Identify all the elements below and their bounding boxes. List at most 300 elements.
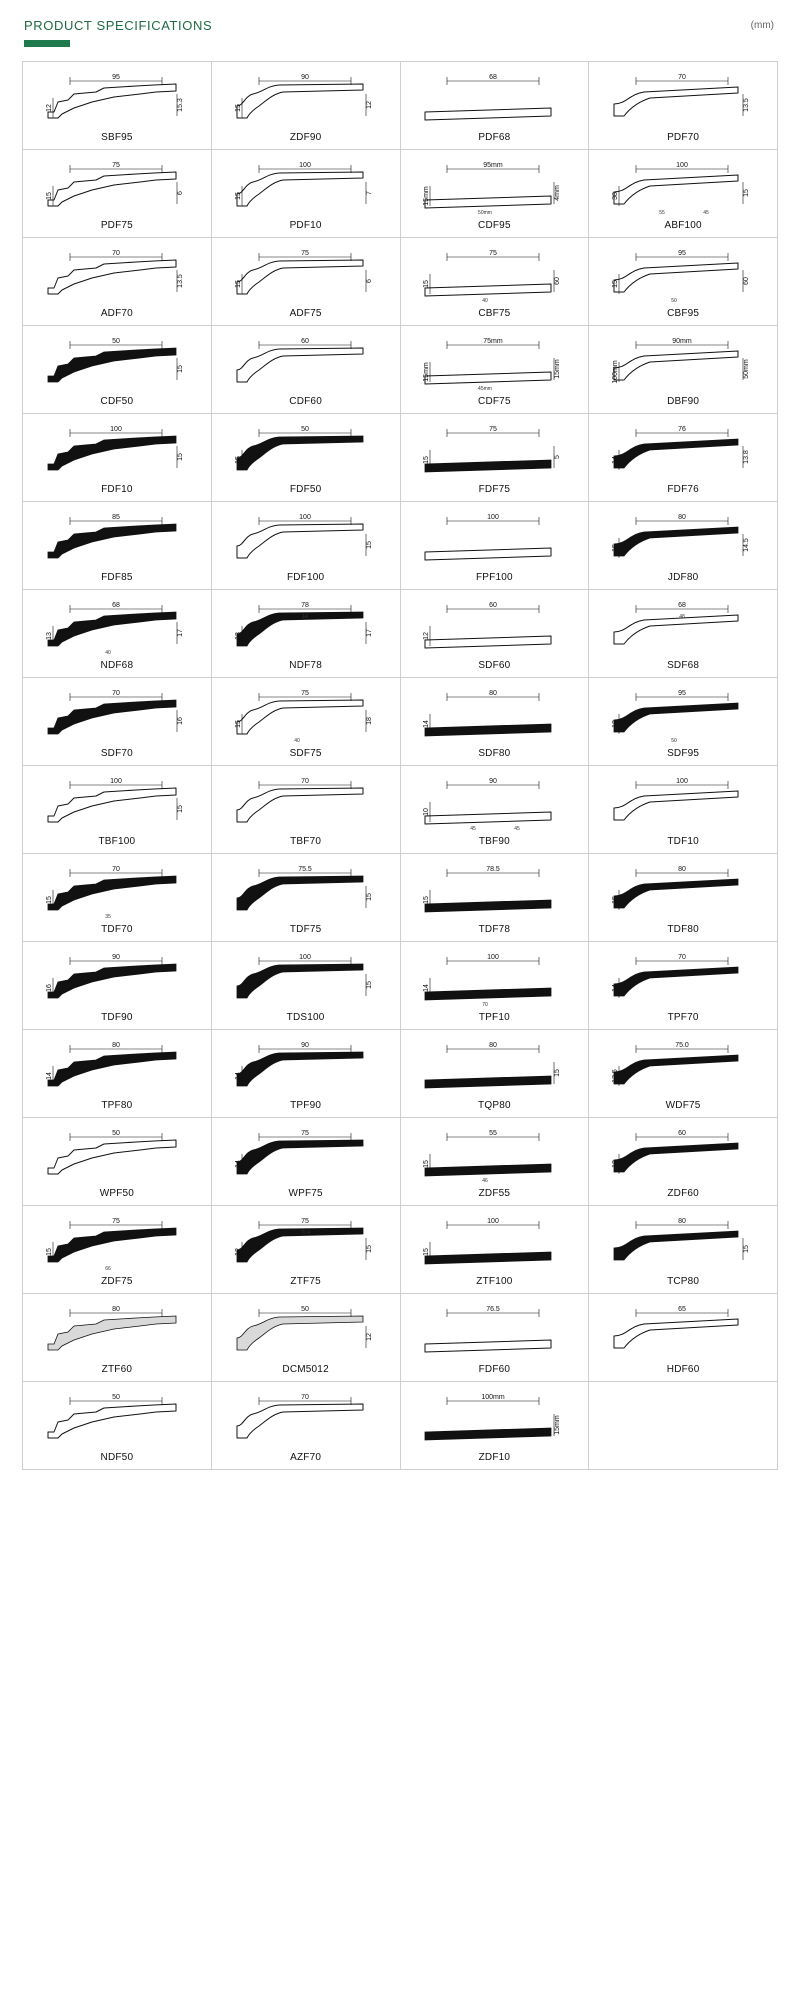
profile-drawing-ndf78	[233, 600, 379, 658]
profile-figure	[212, 68, 400, 133]
profile-figure	[589, 156, 777, 221]
profile-figure	[401, 156, 589, 221]
svg-text:14: 14	[612, 455, 620, 464]
profile-figure	[212, 156, 400, 221]
product-cell-tds100[interactable]	[212, 942, 401, 1030]
profile-figure	[589, 1300, 777, 1365]
profile-figure	[401, 1388, 589, 1453]
profile-figure	[23, 1212, 211, 1277]
svg-text:17: 17	[176, 628, 184, 637]
svg-text:100mm: 100mm	[481, 1393, 506, 1401]
svg-text:85: 85	[111, 513, 120, 521]
svg-text:70: 70	[111, 249, 120, 257]
product-code: PDF70	[667, 132, 700, 143]
product-code: TQP80	[478, 1100, 511, 1111]
profile-figure	[401, 508, 589, 573]
profile-figure	[401, 1036, 589, 1101]
svg-text:95: 95	[678, 249, 687, 257]
product-code: CDF50	[100, 396, 134, 407]
svg-text:15: 15	[612, 895, 620, 904]
product-code: NDF50	[100, 1452, 134, 1463]
svg-text:90: 90	[489, 777, 498, 785]
profile-drawing-ndf50	[44, 1392, 190, 1450]
svg-text:55: 55	[489, 1129, 498, 1137]
product-code: CDF95	[478, 220, 511, 231]
product-cell-tdf90[interactable]	[23, 942, 212, 1030]
product-code: TPF70	[667, 1012, 699, 1023]
svg-text:15: 15	[365, 980, 373, 989]
profile-drawing-azf70	[233, 1392, 379, 1450]
profile-drawing-zdf75	[44, 1216, 190, 1274]
profile-figure	[23, 420, 211, 485]
product-cell-tqp80[interactable]	[401, 1030, 590, 1118]
product-code: FDF100	[286, 572, 325, 583]
product-cell-tpf90[interactable]	[212, 1030, 401, 1118]
product-cell-azf70[interactable]	[212, 1382, 401, 1470]
product-cell-cdf75[interactable]	[401, 326, 590, 414]
product-cell-zdf90[interactable]	[212, 62, 401, 150]
product-cell-adf75[interactable]	[212, 238, 401, 326]
product-cell-fdf10[interactable]	[23, 414, 212, 502]
svg-text:75.0: 75.0	[675, 1041, 689, 1049]
profile-drawing-ztf75	[233, 1216, 379, 1274]
product-cell-pdf75[interactable]	[23, 150, 212, 238]
product-cell-dcm5012[interactable]	[212, 1294, 401, 1382]
profile-drawing-tpf90	[233, 1040, 379, 1098]
svg-text:40: 40	[482, 297, 489, 304]
product-code: SDF68	[667, 660, 700, 671]
product-code: FDF76	[667, 484, 699, 495]
product-code: FPF100	[475, 572, 513, 583]
product-cell-tpf10[interactable]	[401, 942, 590, 1030]
svg-text:100: 100	[298, 513, 311, 521]
profile-figure	[212, 1212, 400, 1277]
profile-figure	[212, 244, 400, 309]
product-cell-ndf78[interactable]	[212, 590, 401, 678]
profile-figure	[212, 596, 400, 661]
profile-drawing-tbf100	[44, 776, 190, 834]
product-code: SDF80	[478, 748, 511, 759]
svg-text:13.5: 13.5	[176, 273, 184, 288]
product-cell-wpf75[interactable]	[212, 1118, 401, 1206]
product-code: ZDF10	[478, 1452, 511, 1463]
profile-figure	[23, 684, 211, 749]
product-code: TPF90	[290, 1100, 322, 1111]
profile-drawing-zdf90	[233, 72, 379, 130]
profile-figure	[212, 1300, 400, 1365]
svg-text:4mm: 4mm	[554, 184, 562, 201]
profile-figure	[212, 948, 400, 1013]
unit-label: (mm)	[750, 20, 774, 31]
product-cell-cdf95[interactable]	[401, 150, 590, 238]
product-code: TCP80	[667, 1276, 700, 1287]
svg-text:75: 75	[300, 1129, 309, 1137]
product-code: ADF70	[100, 308, 133, 319]
product-cell-zdf75[interactable]	[23, 1206, 212, 1294]
svg-text:75: 75	[489, 249, 498, 257]
profile-drawing-pdf75	[44, 160, 190, 218]
profile-drawing-pdf70	[610, 72, 756, 130]
svg-text:50mm: 50mm	[743, 358, 751, 379]
svg-text:15: 15	[234, 455, 242, 464]
svg-text:100: 100	[298, 953, 311, 961]
svg-text:38: 38	[612, 191, 620, 200]
svg-text:80: 80	[489, 689, 498, 697]
product-code: FDF85	[101, 572, 133, 583]
page-title: PRODUCT SPECIFICATIONS	[24, 18, 213, 33]
profile-drawing-fdf50	[233, 424, 379, 482]
product-code: WPF75	[288, 1188, 323, 1199]
svg-text:16: 16	[45, 983, 53, 992]
svg-text:14: 14	[612, 983, 620, 992]
svg-text:68: 68	[678, 601, 687, 609]
profile-figure	[589, 1212, 777, 1277]
svg-text:70: 70	[300, 777, 309, 785]
product-code: TDS100	[286, 1012, 325, 1023]
product-code: TDF80	[667, 924, 699, 935]
product-code: TBF70	[290, 836, 322, 847]
profile-drawing-tpf10	[421, 952, 567, 1010]
product-cell-sdf75[interactable]	[212, 678, 401, 766]
profile-figure	[23, 772, 211, 837]
product-cell-pdf70[interactable]	[589, 62, 778, 150]
product-cell-tbf100[interactable]	[23, 766, 212, 854]
profile-figure	[212, 772, 400, 837]
svg-text:50: 50	[111, 1393, 120, 1401]
product-code: JDF80	[667, 572, 699, 583]
svg-text:70: 70	[678, 953, 687, 961]
product-cell-tdf10[interactable]	[589, 766, 778, 854]
product-cell-cdf50[interactable]	[23, 326, 212, 414]
svg-text:15: 15	[612, 279, 620, 288]
svg-text:12: 12	[45, 103, 53, 112]
profile-drawing-fdf75	[421, 424, 567, 482]
svg-text:46: 46	[482, 1177, 489, 1184]
svg-text:17: 17	[365, 628, 373, 637]
svg-text:45: 45	[470, 825, 477, 832]
product-code: SDF95	[667, 748, 700, 759]
profile-drawing-cbf75	[421, 248, 567, 306]
product-cell-pdf10[interactable]	[212, 150, 401, 238]
profile-figure	[212, 1124, 400, 1189]
svg-text:15: 15	[743, 188, 751, 197]
profile-figure	[23, 68, 211, 133]
svg-text:100: 100	[676, 777, 688, 785]
profile-figure	[212, 684, 400, 749]
profile-figure	[23, 332, 211, 397]
svg-text:15: 15	[612, 543, 620, 552]
profile-figure	[212, 332, 400, 397]
svg-text:15: 15	[365, 892, 373, 901]
product-cell-wdf75[interactable]	[589, 1030, 778, 1118]
svg-text:90mm: 90mm	[672, 337, 692, 345]
product-cell-tdf75[interactable]	[212, 854, 401, 942]
svg-text:75.5: 75.5	[297, 865, 312, 873]
svg-text:15: 15	[45, 191, 53, 200]
svg-text:70.4: 70.4	[299, 1229, 310, 1236]
svg-text:15mm: 15mm	[423, 185, 431, 206]
product-cell-sbf95[interactable]	[23, 62, 212, 150]
product-cell-zdf10[interactable]	[401, 1382, 590, 1470]
svg-text:40: 40	[105, 649, 111, 656]
product-cell-tdf78[interactable]	[401, 854, 590, 942]
product-code: FDF60	[478, 1364, 511, 1375]
profile-drawing-fdf10	[44, 424, 190, 482]
svg-text:15: 15	[45, 1247, 53, 1256]
svg-text:100: 100	[487, 1217, 500, 1225]
product-cell-abf100[interactable]	[589, 150, 778, 238]
profile-figure	[401, 860, 589, 925]
svg-text:75: 75	[300, 1217, 309, 1225]
product-code: NDF68	[100, 660, 134, 671]
svg-text:55: 55	[659, 209, 665, 216]
product-cell-pdf68[interactable]	[401, 62, 590, 150]
svg-text:100: 100	[487, 953, 500, 961]
product-cell-zdf55[interactable]	[401, 1118, 590, 1206]
svg-text:76: 76	[678, 425, 687, 433]
svg-text:5: 5	[554, 454, 562, 459]
profile-figure	[589, 508, 777, 573]
svg-text:15: 15	[234, 279, 242, 288]
profile-drawing-tbf70	[233, 776, 379, 834]
profile-figure	[212, 420, 400, 485]
svg-text:14: 14	[234, 1071, 242, 1080]
profile-figure	[589, 948, 777, 1013]
product-code: TBF90	[478, 836, 510, 847]
product-code: TDF75	[289, 924, 322, 935]
product-code: ZDF75	[101, 1276, 133, 1287]
product-code: CDF75	[478, 396, 511, 407]
profile-figure	[589, 596, 777, 661]
svg-text:78: 78	[300, 601, 309, 609]
profile-figure	[589, 68, 777, 133]
svg-text:7: 7	[365, 190, 373, 195]
product-code: CDF60	[289, 396, 322, 407]
product-cell-cdf60[interactable]	[212, 326, 401, 414]
svg-text:15.3: 15.3	[176, 97, 184, 112]
profile-drawing-tds100	[233, 952, 379, 1010]
svg-text:18: 18	[365, 716, 373, 725]
product-cell-sdf80[interactable]	[401, 678, 590, 766]
svg-text:68: 68	[489, 73, 498, 81]
product-cell-ndf50[interactable]	[23, 1382, 212, 1470]
profile-drawing-dcm5012	[233, 1304, 379, 1362]
profile-drawing-sdf68	[610, 600, 756, 658]
profile-drawing-fdf100	[233, 512, 379, 570]
svg-text:68: 68	[111, 601, 120, 609]
profile-drawing-zdf60	[610, 1128, 756, 1186]
svg-text:15mm: 15mm	[554, 358, 562, 379]
svg-text:75: 75	[111, 161, 120, 169]
profile-drawing-cdf60	[233, 336, 379, 394]
product-cell-ztf60[interactable]	[23, 1294, 212, 1382]
product-cell-fdf75[interactable]	[401, 414, 590, 502]
page-header	[0, 0, 800, 47]
svg-text:100: 100	[298, 161, 311, 169]
svg-text:70: 70	[482, 1001, 489, 1008]
profile-figure	[212, 1036, 400, 1101]
product-cell-hdf60[interactable]	[589, 1294, 778, 1382]
profile-figure	[401, 772, 589, 837]
svg-text:95: 95	[111, 73, 120, 81]
product-code: ADF75	[289, 308, 322, 319]
profile-drawing-cdf50	[44, 336, 190, 394]
svg-text:60: 60	[743, 276, 751, 285]
svg-text:15: 15	[234, 719, 242, 728]
profile-figure	[23, 1036, 211, 1101]
svg-text:13.8: 13.8	[743, 449, 751, 464]
profile-figure	[589, 860, 777, 925]
product-cell-wpf50[interactable]	[23, 1118, 212, 1206]
product-code: PDF68	[478, 132, 511, 143]
profile-figure	[212, 860, 400, 925]
svg-text:14: 14	[423, 719, 431, 728]
product-cell-fdf50[interactable]	[212, 414, 401, 502]
profile-drawing-sdf70	[44, 688, 190, 746]
svg-text:13.5: 13.5	[743, 97, 751, 112]
svg-text:90: 90	[300, 73, 309, 81]
profile-figure	[401, 244, 589, 309]
product-cell-tbf70[interactable]	[212, 766, 401, 854]
product-cell-tcp80[interactable]	[589, 1206, 778, 1294]
svg-text:100: 100	[110, 777, 122, 785]
svg-text:15: 15	[234, 103, 242, 112]
product-code: HDF60	[666, 1364, 700, 1375]
svg-text:13: 13	[234, 631, 242, 640]
product-code: PDF75	[100, 220, 133, 231]
profile-figure	[23, 244, 211, 309]
product-code: FDF50	[289, 484, 322, 495]
product-code: SDF75	[289, 748, 322, 759]
profile-drawing-sdf75	[233, 688, 379, 746]
product-cell-tpf80[interactable]	[23, 1030, 212, 1118]
product-code: ZDF55	[478, 1188, 511, 1199]
profile-drawing-wdf75	[610, 1040, 756, 1098]
svg-text:70: 70	[111, 689, 120, 697]
product-cell-fdf100[interactable]	[212, 502, 401, 590]
product-cell-tdf80[interactable]	[589, 854, 778, 942]
product-cell-fpf100[interactable]	[401, 502, 590, 590]
profile-drawing-wpf50	[44, 1128, 190, 1186]
svg-text:12: 12	[234, 1247, 242, 1256]
svg-text:12: 12	[423, 631, 431, 640]
product-code: TDF90	[101, 1012, 133, 1023]
svg-text:35: 35	[105, 913, 111, 920]
product-cell-sdf95[interactable]	[589, 678, 778, 766]
profile-drawing-ztf100	[421, 1216, 567, 1274]
profile-drawing-tdf90	[44, 952, 190, 1010]
product-cell-fdf60[interactable]	[401, 1294, 590, 1382]
product-cell-sdf70[interactable]	[23, 678, 212, 766]
profile-figure	[401, 596, 589, 661]
svg-text:15: 15	[743, 1244, 751, 1253]
product-code: CBF75	[478, 308, 511, 319]
svg-text:70: 70	[300, 1393, 309, 1401]
product-code: TBF100	[98, 836, 136, 847]
profile-drawing-hdf60	[610, 1304, 756, 1362]
profile-drawing-tdf75	[233, 864, 379, 922]
svg-text:15: 15	[176, 452, 184, 461]
product-code: PDF10	[289, 220, 322, 231]
profile-drawing-ztf60	[44, 1304, 190, 1362]
product-code: ZTF60	[101, 1364, 133, 1375]
product-code: TDF78	[478, 924, 511, 935]
product-code: ABF100	[664, 220, 702, 231]
profile-figure	[589, 332, 777, 397]
svg-text:14: 14	[423, 983, 431, 992]
product-cell-cbf75[interactable]	[401, 238, 590, 326]
profile-drawing-ndf68	[44, 600, 190, 658]
svg-text:15: 15	[45, 895, 53, 904]
svg-text:15: 15	[423, 1159, 431, 1168]
product-cell-ndf68[interactable]	[23, 590, 212, 678]
svg-text:66: 66	[105, 1265, 111, 1272]
product-cell-sdf60[interactable]	[401, 590, 590, 678]
product-cell-sdf68[interactable]	[589, 590, 778, 678]
product-code: SBF95	[101, 132, 133, 143]
profile-drawing-tdf10	[610, 776, 756, 834]
svg-text:90: 90	[111, 953, 120, 961]
product-cell-fdf76[interactable]	[589, 414, 778, 502]
product-cell-tpf70[interactable]	[589, 942, 778, 1030]
profile-figure	[401, 948, 589, 1013]
product-cell-ztf100[interactable]	[401, 1206, 590, 1294]
svg-text:15: 15	[234, 191, 242, 200]
product-cell-tdf70[interactable]	[23, 854, 212, 942]
svg-text:15mm: 15mm	[423, 361, 431, 382]
svg-text:65: 65	[678, 1305, 687, 1313]
svg-text:95mm: 95mm	[483, 161, 504, 169]
product-code: TDF10	[667, 836, 699, 847]
product-cell-dbf90[interactable]	[589, 326, 778, 414]
product-code: AZF70	[290, 1452, 322, 1463]
profile-drawing-cdf75	[421, 336, 567, 394]
svg-text:15: 15	[554, 1068, 562, 1077]
svg-text:60: 60	[489, 601, 498, 609]
product-code: ZTF75	[290, 1276, 321, 1287]
svg-text:100: 100	[676, 161, 688, 169]
product-cell-cbf95[interactable]	[589, 238, 778, 326]
product-code: TPF80	[101, 1100, 133, 1111]
svg-text:75: 75	[111, 1217, 120, 1225]
product-code: DBF90	[667, 396, 700, 407]
product-cell-tbf90[interactable]	[401, 766, 590, 854]
svg-text:12: 12	[365, 100, 373, 109]
profile-drawing-fdf85	[44, 512, 190, 570]
svg-text:75: 75	[300, 249, 309, 257]
product-cell-adf70[interactable]	[23, 238, 212, 326]
profile-figure	[589, 244, 777, 309]
profile-drawing-pdf68	[421, 72, 567, 130]
svg-text:14.5: 14.5	[743, 537, 751, 552]
product-cell-fdf85[interactable]	[23, 502, 212, 590]
svg-text:15: 15	[365, 1244, 373, 1253]
svg-text:15: 15	[176, 364, 184, 373]
svg-text:50: 50	[671, 737, 677, 744]
svg-text:13: 13	[45, 631, 53, 640]
svg-text:70: 70	[678, 73, 687, 81]
profile-drawing-cdf95	[421, 160, 567, 218]
product-cell-jdf80[interactable]	[589, 502, 778, 590]
svg-text:14: 14	[45, 1071, 53, 1080]
product-code: WPF50	[99, 1188, 135, 1199]
product-code: ZDF90	[289, 132, 322, 143]
svg-text:12: 12	[612, 1159, 620, 1168]
product-cell-empty	[589, 1382, 778, 1470]
product-cell-ztf75[interactable]	[212, 1206, 401, 1294]
product-cell-zdf60[interactable]	[589, 1118, 778, 1206]
profile-drawing-fdf60	[421, 1304, 567, 1362]
